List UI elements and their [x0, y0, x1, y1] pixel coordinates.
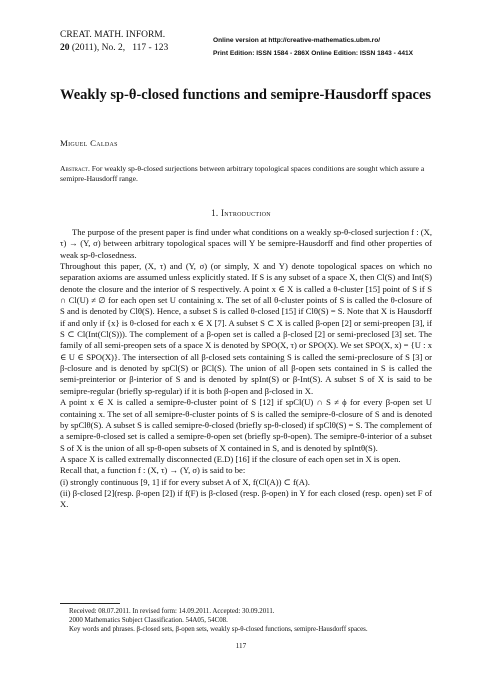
abstract: [60, 164, 428, 184]
journal-issue: (2011), No. 2,: [71, 43, 126, 53]
section-heading: 1. Introduction: [211, 208, 271, 218]
paragraph-item-i: (i) strongly continuous [9, 1] if for every subset A of X, f(Cl(A)) ⊂ f(A).: [60, 476, 310, 487]
paragraph-semipre-cluster: A point x ∈ X is called a semipre-θ-cluster point of S [12] if spCl(U) ∩ S ≠ ϕ for every β-open set U containing x. The set of all semipre-θ-cluster points of S is called the semipre-θ-closure of S and is denoted by spClθ(S). A subset S is called semipre-θ-closed (briefly sp-θ-closed) if spClθ(S) = S. The complement of a semipre-θ-closed set is called a semipre-θ-open set (briefly sp-θ-open). The semipre-θ-interior of a subset S of X is the union of all sp-θ-open subsets of X contained in S, and is denoted by spIntθ(S).: [60, 397, 432, 453]
body-text: [60, 227, 432, 511]
paragraph-definitions: Throughout this paper, (X, τ) and (Y, σ) (or simply, X and Y) denote topological spaces on which no separation axioms are assumed unless explicitly stated. If S is any subset of a space X, then Cl(S) and Int(S) denote the closure and the interior of S respectively. A point x ∈ X is called a θ-cluster [15] point of S if S ∩ Cl(U) ≠ ∅ for each open set U containing x. The set of all θ-cluster points of S is called the θ-closure of S and is denoted by Clθ(S). Hence, a subset S is called θ-closed [15] if Clθ(S) = S. Note that X is Hausdorff if and only if {x} is θ-closed for each x ∈ X [7]. A subset S ⊂ X is called β-open [2] or semi-preopen [3], if S ⊂ Cl(Int(Cl(S))). The complement of a β-open set is called a β-closed [2] or semi-preclosed [3] set. The family of all semi-preopen sets of a space X is denoted by SPO(X, τ) or SPO(X). We set SPO(X, x) = {U : x ∈ U ∈ SPO(X)}. The intersection of all β-closed sets containing S is called the semi-preclosure of S [3] or β-closure and is denoted by spCl(S) or βCl(S). The union of all β-open sets contained in S is called the semi-preinterior or β-interior of S and is denoted by spInt(S) or β-Int(S). A subset S of X is said to be semipre-regular (briefly sp-regular) if it is both β-open and β-closed in X.: [60, 261, 432, 396]
footnote-dates: Received: 08.07.2011. In revised form: 14.09.2011. Accepted: 30.09.2011.: [69, 608, 275, 615]
footnote-msc: 2000 Mathematics Subject Classification. 54A05, 54C08.: [69, 617, 228, 624]
journal-name: CREAT. MATH. INFORM.: [60, 30, 166, 40]
journal-volume: 20: [60, 43, 70, 53]
page-number: 117: [235, 642, 247, 650]
footnote-rule: [60, 603, 120, 604]
issn-line: Print Edition: ISSN 1584 - 286X Online Edition: ISSN 1843 - 441X: [213, 50, 414, 57]
paragraph-purpose: The purpose of the present paper is find under what conditions on a weakly sp-θ-closed surjection f : (X, τ) → (Y, σ) between arbitrary topological spaces will Y be semipre-Hausdorff and find other properties of weak sp-θ-closedness.: [60, 227, 432, 260]
abstract-label: Abstract.: [60, 164, 90, 173]
paragraph-extremally-disconnected: A space X is called extremally disconnected (E.D) [16] if the closure of each open set in X is open.: [60, 453, 401, 464]
paper-title: Weakly sp-θ-closed functions and semipre-Hausdorff spaces: [60, 87, 432, 103]
journal-issue-line: [60, 42, 168, 55]
paper-author: Miguel Caldas: [60, 138, 118, 148]
abstract-text: For weakly sp-θ-closed surjections between arbitrary topological spaces conditions are sought which assure a semipre-Hausdorff range.: [60, 164, 425, 183]
journal-pages: 117 - 123: [132, 43, 169, 53]
journal-header: [60, 29, 168, 55]
footnote-keywords: Key words and phrases. β-closed sets, β-open sets, weakly sp-θ-closed functions, semipre-Hausdorff spaces.: [69, 626, 368, 633]
online-version: Online version at http://creative-mathematics.ubm.ro/: [213, 37, 381, 44]
edition-info: [213, 34, 413, 60]
paragraph-item-ii: (ii) β-closed [2](resp. β-open [2]) if f(F) is β-closed (resp. β-open) in Y for each closed (resp. open) set F of X.: [60, 487, 432, 510]
paragraph-recall: Recall that, a function f : (X, τ) → (Y, σ) is said to be:: [60, 465, 246, 476]
footnotes: [69, 607, 449, 634]
